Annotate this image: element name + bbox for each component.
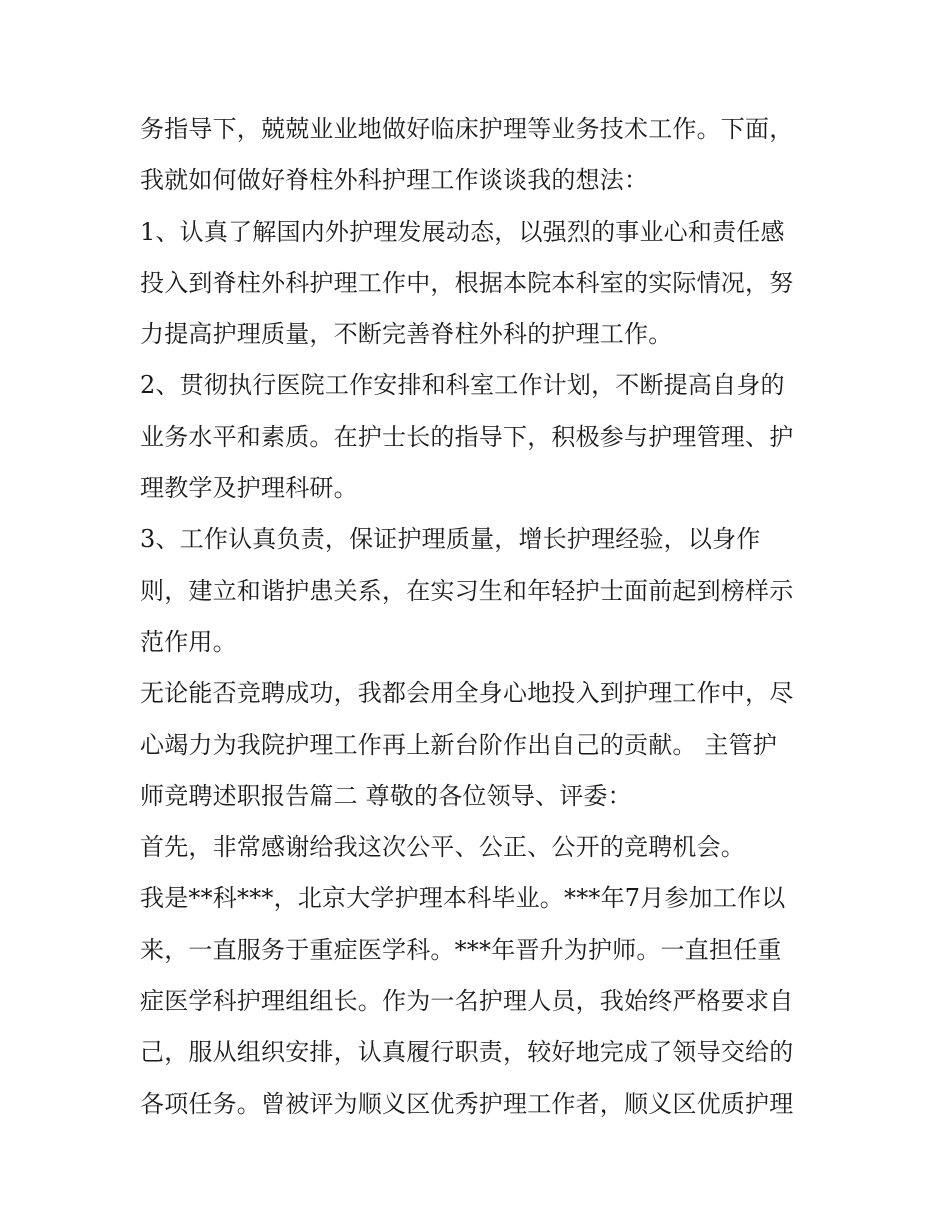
text-line: 1、认真了解国内外护理发展动态，以强烈的事业心和责任感: [140, 217, 785, 246]
text-line: 首先，非常感谢给我这次公平、公正、公开的竞聘机会。: [140, 833, 745, 862]
text-line: 我就如何做好脊柱外科护理工作谈谈我的想法：: [140, 166, 649, 195]
text-line: 来，一直服务于重症医学科。***年晋升为护师。一直担任重: [140, 935, 782, 964]
text-line: 则，建立和谐护患关系，在实习生和年轻护士面前起到榜样示: [140, 576, 794, 605]
text-line: 务指导下，兢兢业业地做好临床护理等业务技术工作。下面，: [140, 115, 794, 143]
text-line: 我是**科***，北京大学护理本科毕业。***年7月参加工作以: [140, 884, 786, 913]
text-line: 各项任务。曾被评为顺义区优秀护理工作者，顺义区优质护理: [140, 1089, 794, 1118]
text-line: 3、工作认真负责，保证护理质量，增长护理经验，以身作: [140, 525, 761, 554]
text-line: 无论能否竞聘成功，我都会用全身心地投入到护理工作中，尽: [140, 679, 794, 708]
text-line: 力提高护理质量，不断完善脊柱外科的护理工作。: [140, 320, 673, 349]
text-line: 己，服从组织安排，认真履行职责，较好地完成了领导交给的: [140, 1038, 794, 1067]
text-line: 理教学及护理科研。: [140, 474, 358, 503]
text-line: 范作用。: [140, 627, 237, 656]
text-line: 业务水平和素质。在护士长的指导下，积极参与护理管理、护: [140, 422, 794, 451]
body-text: [140, 104, 820, 1130]
text-line: 症医学科护理组组长。作为一名护理人员，我始终严格要求自: [140, 987, 794, 1016]
text-line: 师竞聘述职报告篇二 尊敬的各位领导、评委：: [140, 781, 632, 810]
text-line: 投入到脊柱外科护理工作中，根据本院本科室的实际情况，努: [140, 268, 794, 297]
text-line: 心竭力为我院护理工作再上新台阶作出自己的贡献。 主管护: [140, 730, 778, 759]
text-line: 2、贯彻执行医院工作安排和科室工作计划，不断提高自身的: [140, 371, 785, 400]
